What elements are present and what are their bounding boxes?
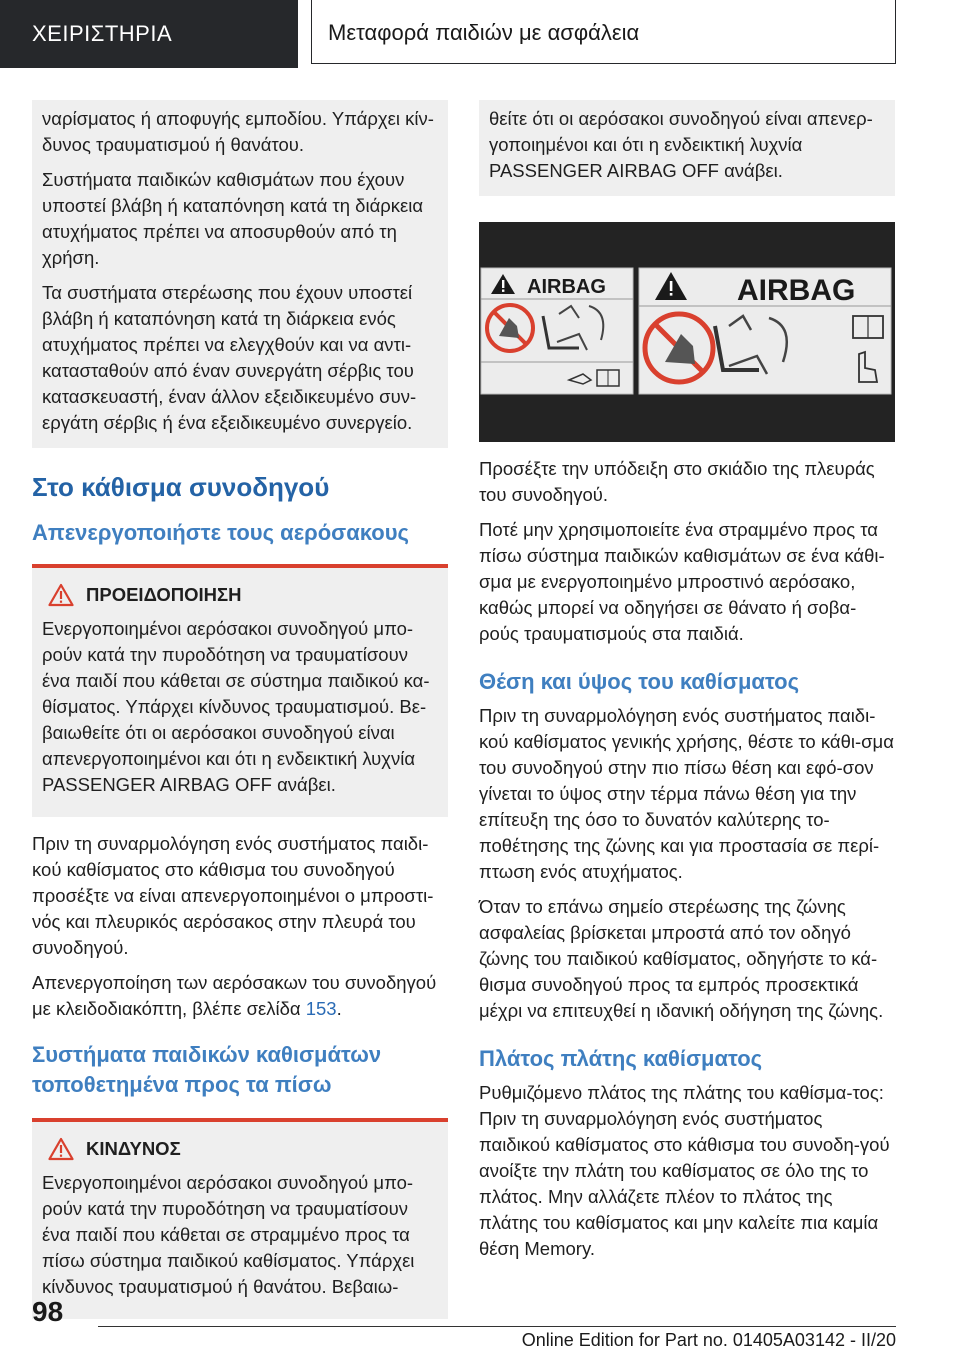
page-reference-link[interactable]: 153 xyxy=(305,998,337,1019)
page-header xyxy=(0,0,960,68)
right-column xyxy=(479,100,895,1271)
subsection-heading: Πλάτος πλάτης καθίσματος xyxy=(479,1046,763,1071)
left-column xyxy=(32,100,448,1319)
airbag-text-small: AIRBAG xyxy=(527,276,606,298)
subsection-heading: Απενεργοποιήστε τους αερόσακους xyxy=(32,520,409,545)
danger-title xyxy=(48,1136,436,1162)
subsection-heading: Συστήματα παιδικών καθισμάτων τοποθετημένα προς τα πίσω xyxy=(32,1042,382,1097)
airbag-label-illustration xyxy=(479,222,895,442)
warning-triangle-icon xyxy=(48,583,74,607)
continued-warning-box xyxy=(32,100,448,448)
warning-label: ΠΡΟΕΙΔΟΠΟΙΗΣΗ xyxy=(86,584,242,605)
body-paragraph: Πριν τη συναρμολόγηση ενός συστήματος παιδι-κού καθίσματος γενικής χρήσης, θέστε το κάθι-σμα του συνοδηγού στην πιο πίσω θέση και εφό-σον γίνεται το ύψος στην τέρμα πάνω θέση για την επίτευξη της όσο το δυνατόν καλύτερης το-ποθέτησης της ζώνης και για προστασία σε περί-πτωση ενός ατυχήματος. xyxy=(479,705,894,882)
box-paragraph: θείτε ότι οι αερόσακοι συνοδηγού είναι απενερ-γοποιημένοι και ότι η ενδεικτική λυχνία PASSENGER AIRBAG OFF ανάβει. xyxy=(489,108,873,181)
continued-danger-box xyxy=(479,100,895,196)
body-paragraph-with-link xyxy=(32,970,448,1022)
edition-note: Online Edition for Part no. 01405A03142 - II/20 xyxy=(521,1330,896,1350)
box-paragraph: ναρίσματος ή αποφυγής εμποδίου. Υπάρχει κίν-δυνος τραυματισμού ή θανάτου. xyxy=(42,108,434,155)
warning-triangle-icon xyxy=(48,1137,74,1161)
body-paragraph: Πριν τη συναρμολόγηση ενός συστήματος παιδι-κού καθίσματος στο κάθισμα του συνοδηγού προσέξτε να είναι απενεργοποιημένοι ο μπροστι-νός και πλευρικός αερόσακος στην πλευρά του συνοδηγού. xyxy=(32,833,434,958)
airbag-text-large: AIRBAG xyxy=(737,274,856,307)
box-paragraph: Τα συστήματα στερέωσης που έχουν υποστεί βλάβη ή καταπόνηση κατά τη διάρκεια ενός ατυχήματος πρέπει να ελεγχθούν και να αντι-κατασταθούν από έναν συνεργάτη σέρβις του κατασκευαστή, έναν άλλον εξειδικευμένο συν-εργάτη σέρβις ή ένα εξειδικευμένο συνεργείο. xyxy=(42,282,417,433)
body-paragraph: Ποτέ μην χρησιμοποιείτε ένα στραμμένο προς τα πίσω σύστημα παιδικών καθισμάτων σε ένα κάθι-σμα με ενεργοποιημένο μπροστινό αερόσακο, καθώς μπορεί να οδηγήσει σε θάνατο ή σοβα-ρούς τραυματισμούς στα παιδιά. xyxy=(479,519,885,644)
airbag-label-figure xyxy=(479,222,895,442)
body-paragraph: Όταν το επάνω σημείο στερέωσης της ζώνης ασφαλείας βρίσκεται μπροστά από τον οδηγό ζώνης του παιδικού καθίσματος, οδηγήστε το κά-θισμα συνοδηγού προς τα εμπρός προσεκτικά μέχρι να επιτευχθεί η ιδανική οδήγηση της ζώνης. xyxy=(479,896,884,1021)
footer-divider xyxy=(98,1326,896,1327)
body-text: Απενεργοποίηση των αερόσακων του συνοδηγού με κλειδοδιακόπτη, βλέπε σελίδα xyxy=(32,972,437,1019)
page-number: 98 xyxy=(32,1296,64,1327)
body-paragraph: Ρυθμιζόμενο πλάτος της πλάτης του καθίσμα-τος: Πριν τη συναρμολόγηση ενός συστήματος παιδικού καθίσματος στο κάθισμα του συνοδη-γού ανοίξτε την πλάτη του καθίσματος σε όλο της το πλάτος. Μην αλλάζετε πλέον το πλάτος της πλάτης του καθίσματος και μην καλείτε πια καμία θέση Memory. xyxy=(479,1082,890,1259)
danger-text: Ενεργοποιημένοι αερόσακοι συνοδηγού μπο-ρούν κατά την πυροδότηση να τραυματίσουν ένα παιδί που κάθεται σε στραμμένο προς τα πίσω σύστημα παιδικού καθίσματος. Υπάρχει κίνδυνος τραυματισμού ή θανάτου. Βεβαιω- xyxy=(42,1172,415,1297)
warning-box xyxy=(32,564,448,817)
chapter-title: Μεταφορά παιδιών με ασφάλεια xyxy=(311,0,896,64)
box-paragraph: Συστήματα παιδικών καθισμάτων που έχουν υποστεί βλάβη ή καταπόνηση κατά τη διάρκεια ατυχήματος πρέπει να αποσυρθούν από τη χρήση. xyxy=(42,169,424,268)
danger-label: ΚΙΝΔΥΝΟΣ xyxy=(86,1138,181,1159)
section-heading: Στο κάθισμα συνοδηγού xyxy=(32,472,330,502)
warning-text: Ενεργοποιημένοι αερόσακοι συνοδηγού μπο-ρούν κατά την πυροδότηση να τραυματίσουν ένα παιδί που κάθεται σε σύστημα παιδικού κα-θίσματος. Υπάρχει κίνδυνος τραυματισμού. Βε-βαιωθείτε ότι οι αερόσακοι συνοδηγού είναι απενεργοποιημένοι και ότι η ενδεικτική λυχνία PASSENGER AIRBAG OFF ανάβει. xyxy=(42,618,430,795)
body-paragraph: Προσέξτε την υπόδειξη στο σκιάδιο της πλευράς του συνοδηγού. xyxy=(479,458,875,505)
section-tab[interactable]: ΧΕΙΡΙΣΤΗΡΙΑ xyxy=(0,0,298,68)
warning-title xyxy=(48,582,436,608)
body-text: . xyxy=(336,998,342,1019)
subsection-heading: Θέση και ύψος του καθίσματος xyxy=(479,669,800,694)
danger-box xyxy=(32,1118,448,1319)
